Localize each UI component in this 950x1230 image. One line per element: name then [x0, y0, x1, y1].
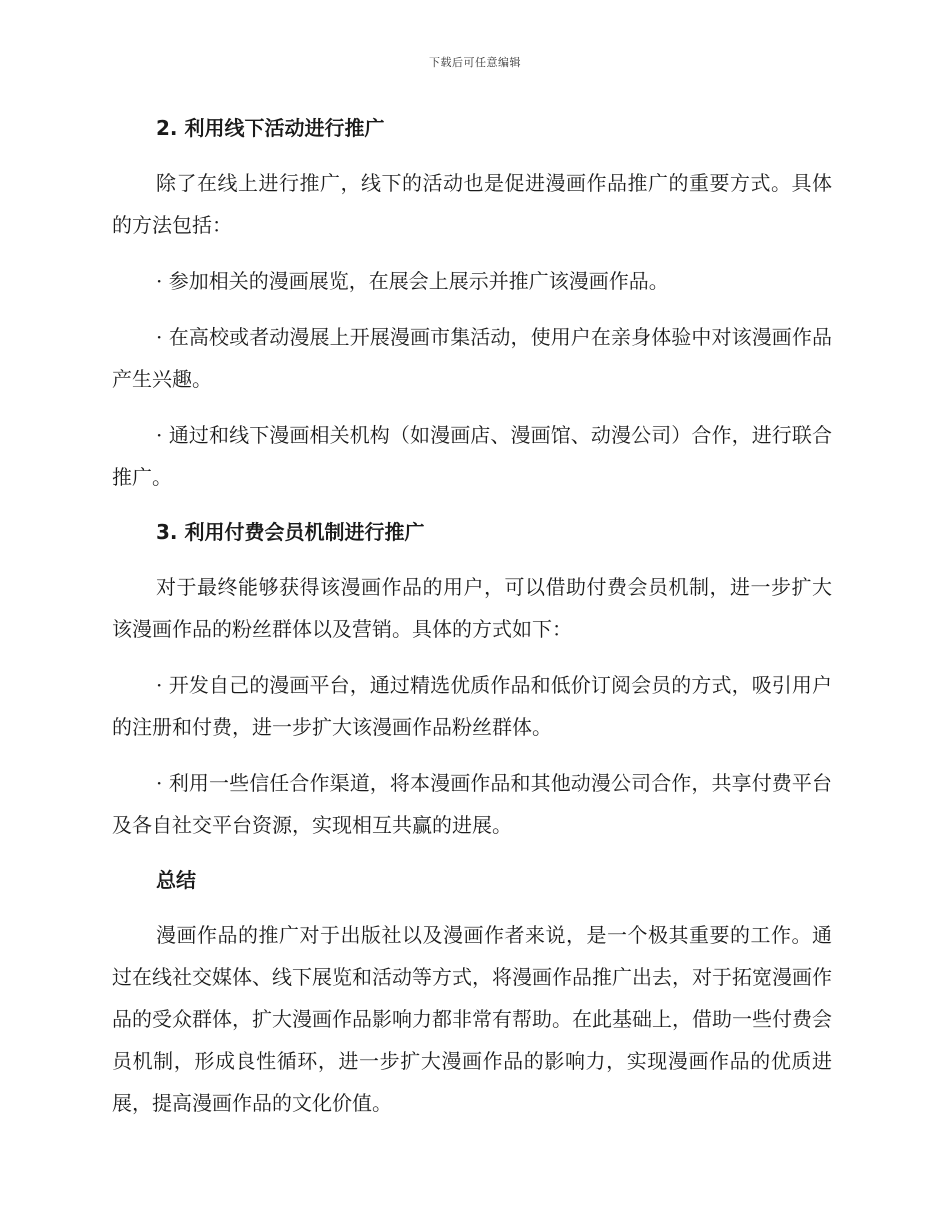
membership-item: · 开发自己的漫画平台，通过精选优质作品和低价订阅会员的方式，吸引用户的注册和付费，进一步扩大该漫画作品粉丝群体。 — [112, 673, 832, 739]
membership-item: · 利用一些信任合作渠道，将本漫画作品和其他动漫公司合作，共享付费平台及各自社交平台资源，实现相互共赢的进展。 — [112, 771, 832, 837]
header-note: 下载后可任意编辑 — [429, 56, 521, 69]
document-body — [112, 108, 832, 1138]
summary-paragraph: 漫画作品的推广对于出版社以及漫画作者来说，是一个极其重要的工作。通过在线社交媒体、线下展览和活动等方式，将漫画作品推广出去，对于拓宽漫画作品的受众群体，扩大漫画作品影响力都非常有帮助。在此基础上，借助一些付费会员机制，形成良性循环，进一步扩大漫画作品的影响力，实现漫画作品的优质进展，提高漫画作品的文化价值。 — [112, 923, 832, 1115]
section-heading-offline: 2. 利用线下活动进行推广 — [156, 116, 385, 140]
offline-item: · 在高校或者动漫展上开展漫画市集活动，使用户在亲身体验中对该漫画作品产生兴趣。 — [112, 325, 832, 391]
offline-intro-paragraph: 除了在线上进行推广，线下的活动也是促进漫画作品推广的重要方式。具体的方法包括： — [112, 171, 832, 237]
offline-item: · 参加相关的漫画展览，在展会上展示并推广该漫画作品。 — [156, 269, 669, 293]
section-heading-membership: 3. 利用付费会员机制进行推广 — [156, 520, 425, 544]
offline-item: · 通过和线下漫画相关机构（如漫画店、漫画馆、动漫公司）合作，进行联合推广。 — [112, 423, 832, 489]
membership-intro-paragraph: 对于最终能够获得该漫画作品的用户，可以借助付费会员机制，进一步扩大该漫画作品的粉丝群体以及营销。具体的方式如下： — [112, 575, 832, 641]
section-heading-summary: 总结 — [156, 868, 196, 892]
